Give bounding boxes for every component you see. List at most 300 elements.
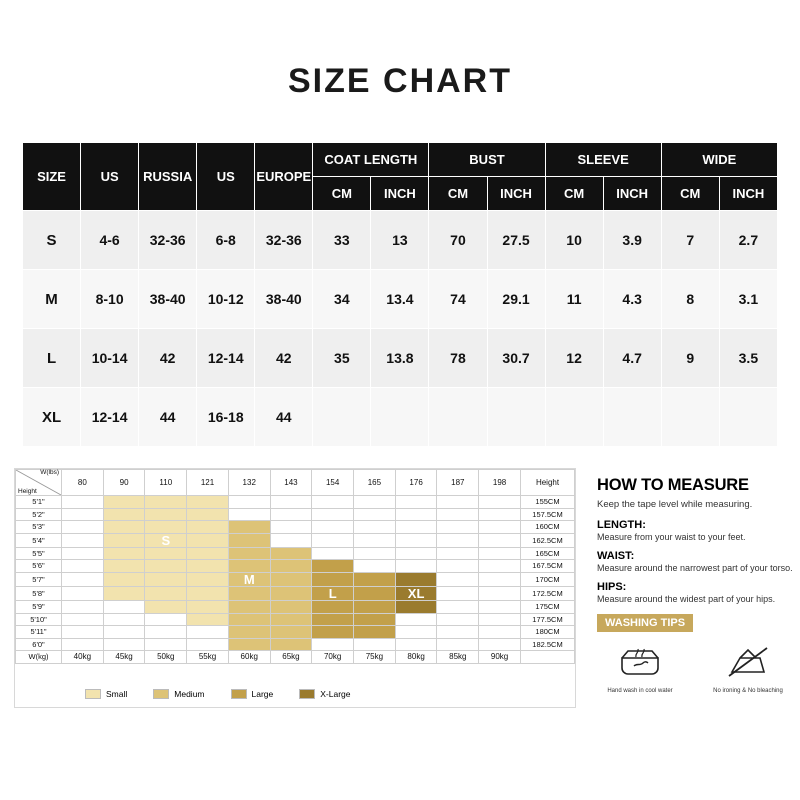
hw-cell <box>228 508 270 521</box>
hw-cell <box>62 626 104 639</box>
hw-cell <box>145 508 187 521</box>
hw-cell <box>103 533 145 547</box>
hw-height-cm: 170CM <box>521 572 575 586</box>
hw-cell <box>62 613 104 626</box>
hw-cell <box>354 586 396 600</box>
legend-item-large <box>231 689 274 699</box>
hw-cell <box>270 508 312 521</box>
hw-height-cm: 180CM <box>521 626 575 639</box>
hw-cell <box>270 521 312 534</box>
hw-weight-kg: 45kg <box>103 651 145 664</box>
hw-height-cm: 157.5CM <box>521 508 575 521</box>
col-header-us1: US <box>81 143 139 211</box>
hw-weight-header: 176 <box>395 470 437 496</box>
cell-wide-inch: 3.5 <box>719 329 777 388</box>
hw-weight-header: 132 <box>228 470 270 496</box>
hw-cell <box>62 572 104 586</box>
cell-us1: 12-14 <box>81 388 139 447</box>
hw-cell: M <box>228 572 270 586</box>
hw-weight-header: 154 <box>312 470 354 496</box>
cell-size: M <box>23 270 81 329</box>
height-weight-panel <box>14 468 576 708</box>
hw-row <box>16 572 575 586</box>
hw-cell <box>103 521 145 534</box>
hw-cell <box>62 521 104 534</box>
hw-cell <box>187 638 229 651</box>
how-to-measure-subtitle: Keep the tape level while measuring. <box>597 499 753 510</box>
cell-russia: 32-36 <box>139 211 197 270</box>
hw-height-cm: 162.5CM <box>521 533 575 547</box>
measure-item-waist <box>597 550 793 573</box>
hw-height-ft: 5'4" <box>16 533 62 547</box>
hw-height-ft: 5'9" <box>16 600 62 613</box>
washing-tips-badge: WASHING TIPS <box>597 614 693 632</box>
hw-cell <box>312 626 354 639</box>
cell-coat-inch: 13 <box>371 211 429 270</box>
hw-row <box>16 613 575 626</box>
col-header-size: SIZE <box>23 143 81 211</box>
hw-cell <box>145 496 187 509</box>
hw-cell <box>395 496 437 509</box>
cell-us2: 16-18 <box>197 388 255 447</box>
how-to-measure-heading: HOW TO MEASURE <box>597 476 749 494</box>
hw-cell <box>270 547 312 560</box>
hw-cell <box>437 560 479 573</box>
measure-item-hips <box>597 581 793 604</box>
hw-cell <box>354 638 396 651</box>
sub-header-wide-inch: INCH <box>719 177 777 211</box>
hw-cell <box>312 533 354 547</box>
cell-europe: 38-40 <box>255 270 313 329</box>
hw-cell <box>187 572 229 586</box>
hw-cell <box>437 508 479 521</box>
hw-height-ft: 5'2" <box>16 508 62 521</box>
hw-cell <box>395 560 437 573</box>
hw-cell <box>145 560 187 573</box>
hw-cell <box>103 600 145 613</box>
hw-cell <box>103 496 145 509</box>
hw-height-ft: 5'8" <box>16 586 62 600</box>
cell-us2: 10-12 <box>197 270 255 329</box>
hw-height-cm: 165CM <box>521 547 575 560</box>
hw-cell <box>354 508 396 521</box>
hw-cell <box>270 586 312 600</box>
hw-cell <box>395 547 437 560</box>
hw-cell <box>395 572 437 586</box>
hw-cell <box>270 533 312 547</box>
hw-cell <box>62 496 104 509</box>
hw-cell <box>395 638 437 651</box>
measure-title-length: LENGTH: <box>597 519 646 531</box>
cell-russia: 44 <box>139 388 197 447</box>
cell-size: L <box>23 329 81 388</box>
hw-cell <box>187 521 229 534</box>
hw-cell <box>479 560 521 573</box>
col-header-us2: US <box>197 143 255 211</box>
cell-sleeve-cm <box>545 388 603 447</box>
hw-cell <box>437 521 479 534</box>
hw-height-ft: 5'6" <box>16 560 62 573</box>
wash-icon-caption-no-iron: No ironing & No bleaching <box>713 688 783 694</box>
hw-cell <box>437 600 479 613</box>
hw-height-cm: 175CM <box>521 600 575 613</box>
cell-bust-inch <box>487 388 545 447</box>
hw-cell <box>479 626 521 639</box>
hw-cell <box>395 600 437 613</box>
hw-cell <box>437 496 479 509</box>
cell-bust-inch: 29.1 <box>487 270 545 329</box>
hw-cell <box>228 613 270 626</box>
hw-weight-header: 121 <box>187 470 229 496</box>
hw-cell <box>62 586 104 600</box>
cell-russia: 38-40 <box>139 270 197 329</box>
hw-corner-weight-label: W(lbs) <box>40 469 59 476</box>
hw-cell <box>312 638 354 651</box>
hw-footer-blank <box>521 651 575 664</box>
height-weight-table <box>15 469 575 664</box>
hw-cell <box>437 586 479 600</box>
legend-label-large: Large <box>251 689 274 699</box>
sub-header-sleeve-inch: INCH <box>603 177 661 211</box>
legend-label-small: Small <box>106 689 128 699</box>
hw-cell <box>437 572 479 586</box>
hw-weight-kg: 85kg <box>437 651 479 664</box>
hw-cell <box>312 572 354 586</box>
cell-coat-cm: 33 <box>313 211 371 270</box>
cell-bust-inch: 27.5 <box>487 211 545 270</box>
hw-cell <box>145 600 187 613</box>
cell-europe: 32-36 <box>255 211 313 270</box>
hw-cell <box>395 521 437 534</box>
hw-cell <box>354 613 396 626</box>
hw-cell <box>187 508 229 521</box>
hw-weight-kg: 90kg <box>479 651 521 664</box>
cell-bust-cm: 78 <box>429 329 487 388</box>
table-row <box>23 329 778 388</box>
measure-desc-hips: Measure around the widest part of your hips. <box>597 594 776 604</box>
hw-cell <box>479 600 521 613</box>
hw-weight-header: 90 <box>103 470 145 496</box>
cell-size: XL <box>23 388 81 447</box>
hw-cell <box>479 638 521 651</box>
legend-swatch-small <box>85 689 101 699</box>
hw-cell <box>479 572 521 586</box>
cell-bust-cm <box>429 388 487 447</box>
hw-row <box>16 533 575 547</box>
legend-swatch-medium <box>153 689 169 699</box>
hw-cell <box>145 547 187 560</box>
hw-weight-header: 165 <box>354 470 396 496</box>
cell-sleeve-cm: 11 <box>545 270 603 329</box>
hw-row <box>16 521 575 534</box>
hw-cell <box>312 600 354 613</box>
size-table-body <box>23 211 778 447</box>
hw-cell <box>103 638 145 651</box>
cell-europe: 42 <box>255 329 313 388</box>
cell-coat-cm: 34 <box>313 270 371 329</box>
hw-weight-kg: 65kg <box>270 651 312 664</box>
legend-label-xlarge: X-Large <box>320 689 351 699</box>
hw-cell <box>270 572 312 586</box>
hw-cell <box>145 613 187 626</box>
size-table-header <box>23 143 778 211</box>
size-table-group-header-row <box>23 143 778 177</box>
hw-cell <box>270 613 312 626</box>
cell-wide-cm: 7 <box>661 211 719 270</box>
legend-item-medium <box>153 689 204 699</box>
cell-sleeve-inch: 4.3 <box>603 270 661 329</box>
hw-weight-header: 80 <box>62 470 104 496</box>
hw-cell: S <box>145 533 187 547</box>
cell-sleeve-cm: 10 <box>545 211 603 270</box>
page-title: SIZE CHART <box>288 62 512 100</box>
hw-cell <box>312 521 354 534</box>
no-iron-no-bleach-icon <box>722 644 774 680</box>
hw-weight-kg: 50kg <box>145 651 187 664</box>
measure-desc-length: Measure from your waist to your feet. <box>597 532 746 542</box>
hw-cell <box>479 533 521 547</box>
hw-cell <box>187 613 229 626</box>
hw-cell <box>479 496 521 509</box>
hw-height-header: Height <box>521 470 575 496</box>
hand-wash-icon <box>614 644 666 680</box>
hw-cell <box>270 600 312 613</box>
hw-cell <box>145 586 187 600</box>
hw-height-ft: 5'11" <box>16 626 62 639</box>
hw-cell <box>228 626 270 639</box>
cell-wide-cm <box>661 388 719 447</box>
sub-header-bust-inch: INCH <box>487 177 545 211</box>
hw-cell <box>354 600 396 613</box>
hw-weight-footer-label: W(kg) <box>16 651 62 664</box>
cell-wide-inch <box>719 388 777 447</box>
hw-cell <box>228 533 270 547</box>
hw-weight-kg: 70kg <box>312 651 354 664</box>
hw-cell <box>354 521 396 534</box>
hw-cell: L <box>312 586 354 600</box>
sub-header-coat-inch: INCH <box>371 177 429 211</box>
hw-cell <box>145 626 187 639</box>
hw-height-cm: 177.5CM <box>521 613 575 626</box>
hw-cell <box>62 547 104 560</box>
hw-height-cm: 182.5CM <box>521 638 575 651</box>
wash-icons-row <box>597 644 793 696</box>
cell-russia: 42 <box>139 329 197 388</box>
cell-us2: 6-8 <box>197 211 255 270</box>
sub-header-bust-cm: CM <box>429 177 487 211</box>
measure-item-length <box>597 519 793 542</box>
hw-cell <box>187 560 229 573</box>
hw-corner-height-label: Height <box>18 487 37 495</box>
cell-coat-inch: 13.8 <box>371 329 429 388</box>
hw-cell <box>312 496 354 509</box>
cell-us2: 12-14 <box>197 329 255 388</box>
hw-cell <box>479 521 521 534</box>
hw-cell <box>103 626 145 639</box>
hw-cell <box>228 600 270 613</box>
wash-icon-caption-hand-wash: Hand wash in cool water <box>607 688 673 694</box>
hw-cell <box>62 560 104 573</box>
hw-weight-header: 143 <box>270 470 312 496</box>
sub-header-wide-cm: CM <box>661 177 719 211</box>
legend-item-xlarge <box>299 689 350 699</box>
hw-cell <box>145 521 187 534</box>
hw-cell <box>103 560 145 573</box>
cell-sleeve-cm: 12 <box>545 329 603 388</box>
cell-wide-inch: 2.7 <box>719 211 777 270</box>
sub-header-sleeve-cm: CM <box>545 177 603 211</box>
wash-icon-hand-wash <box>605 644 675 696</box>
hw-row <box>16 560 575 573</box>
col-header-wide: WIDE <box>661 143 777 177</box>
cell-sleeve-inch: 4.7 <box>603 329 661 388</box>
hw-cell <box>270 560 312 573</box>
col-header-sleeve: SLEEVE <box>545 143 661 177</box>
cell-wide-cm: 8 <box>661 270 719 329</box>
cell-coat-cm <box>313 388 371 447</box>
legend-item-small <box>85 689 127 699</box>
hw-height-cm: 155CM <box>521 496 575 509</box>
hw-cell <box>145 572 187 586</box>
table-row <box>23 270 778 329</box>
wash-icon-no-iron <box>713 644 783 696</box>
hw-weight-kg: 40kg <box>62 651 104 664</box>
hw-cell <box>312 508 354 521</box>
cell-sleeve-inch <box>603 388 661 447</box>
how-to-measure-panel <box>597 476 793 696</box>
hw-weight-kg: 75kg <box>354 651 396 664</box>
hw-cell <box>395 626 437 639</box>
cell-bust-cm: 70 <box>429 211 487 270</box>
cell-us1: 4-6 <box>81 211 139 270</box>
hw-cell <box>312 547 354 560</box>
hw-row <box>16 586 575 600</box>
col-header-coat-length: COAT LENGTH <box>313 143 429 177</box>
cell-europe: 44 <box>255 388 313 447</box>
hw-weight-header: 110 <box>145 470 187 496</box>
hw-cell <box>228 496 270 509</box>
hw-height-ft: 5'10" <box>16 613 62 626</box>
hw-cell <box>62 600 104 613</box>
hw-footer-row <box>16 651 575 664</box>
hw-cell <box>228 586 270 600</box>
hw-height-cm: 172.5CM <box>521 586 575 600</box>
hw-cell <box>187 626 229 639</box>
hw-height-ft: 5'1" <box>16 496 62 509</box>
hw-height-ft: 5'5" <box>16 547 62 560</box>
hw-cell <box>479 586 521 600</box>
hw-height-cm: 167.5CM <box>521 560 575 573</box>
hw-cell <box>103 613 145 626</box>
hw-cell <box>395 533 437 547</box>
col-header-europe: EUROPE <box>255 143 313 211</box>
hw-cell <box>103 572 145 586</box>
legend-swatch-large <box>231 689 247 699</box>
hw-cell <box>395 613 437 626</box>
hw-cell <box>354 626 396 639</box>
cell-bust-inch: 30.7 <box>487 329 545 388</box>
hw-cell <box>354 533 396 547</box>
col-header-russia: RUSSIA <box>139 143 197 211</box>
hw-cell <box>62 508 104 521</box>
hw-row <box>16 638 575 651</box>
hw-row <box>16 508 575 521</box>
hw-cell <box>437 533 479 547</box>
cell-sleeve-inch: 3.9 <box>603 211 661 270</box>
table-row <box>23 388 778 447</box>
hw-cell <box>479 613 521 626</box>
hw-height-ft: 6'0" <box>16 638 62 651</box>
hw-weight-header: 198 <box>479 470 521 496</box>
hw-row <box>16 547 575 560</box>
cell-coat-cm: 35 <box>313 329 371 388</box>
hw-weight-kg: 80kg <box>395 651 437 664</box>
hw-cell <box>228 547 270 560</box>
hw-row <box>16 496 575 509</box>
hw-row <box>16 600 575 613</box>
hw-cell <box>312 613 354 626</box>
hw-cell <box>354 572 396 586</box>
height-weight-legend <box>85 689 351 699</box>
hw-header-row <box>16 470 575 496</box>
hw-cell <box>187 496 229 509</box>
measure-title-waist: WAIST: <box>597 550 635 562</box>
hw-cell <box>395 508 437 521</box>
hw-cell <box>62 533 104 547</box>
hw-cell <box>354 560 396 573</box>
cell-coat-inch <box>371 388 429 447</box>
hw-cell <box>479 508 521 521</box>
cell-size: S <box>23 211 81 270</box>
cell-us1: 10-14 <box>81 329 139 388</box>
hw-cell <box>187 547 229 560</box>
hw-cell <box>103 508 145 521</box>
cell-us1: 8-10 <box>81 270 139 329</box>
hw-height-ft: 5'3" <box>16 521 62 534</box>
measure-title-hips: HIPS: <box>597 581 627 593</box>
measure-desc-waist: Measure around the narrowest part of your torso. <box>597 563 793 573</box>
col-header-bust: BUST <box>429 143 545 177</box>
cell-wide-inch: 3.1 <box>719 270 777 329</box>
hw-height-ft: 5'7" <box>16 572 62 586</box>
cell-wide-cm: 9 <box>661 329 719 388</box>
hw-cell <box>354 496 396 509</box>
hw-cell <box>145 638 187 651</box>
hw-cell <box>187 533 229 547</box>
hw-cell <box>437 626 479 639</box>
hw-cell <box>103 547 145 560</box>
hw-cell <box>479 547 521 560</box>
legend-label-medium: Medium <box>174 689 205 699</box>
hw-cell <box>437 638 479 651</box>
hw-row <box>16 626 575 639</box>
hw-corner-cell <box>16 470 62 496</box>
hw-cell <box>62 638 104 651</box>
hw-cell <box>228 638 270 651</box>
hw-cell <box>270 496 312 509</box>
cell-coat-inch: 13.4 <box>371 270 429 329</box>
sub-header-coat-cm: CM <box>313 177 371 211</box>
hw-cell <box>437 547 479 560</box>
hw-height-cm: 160CM <box>521 521 575 534</box>
hw-cell: XL <box>395 586 437 600</box>
hw-cell <box>103 586 145 600</box>
table-row <box>23 211 778 270</box>
hw-cell <box>270 626 312 639</box>
hw-weight-kg: 60kg <box>228 651 270 664</box>
legend-swatch-xlarge <box>299 689 315 699</box>
hw-cell <box>312 560 354 573</box>
